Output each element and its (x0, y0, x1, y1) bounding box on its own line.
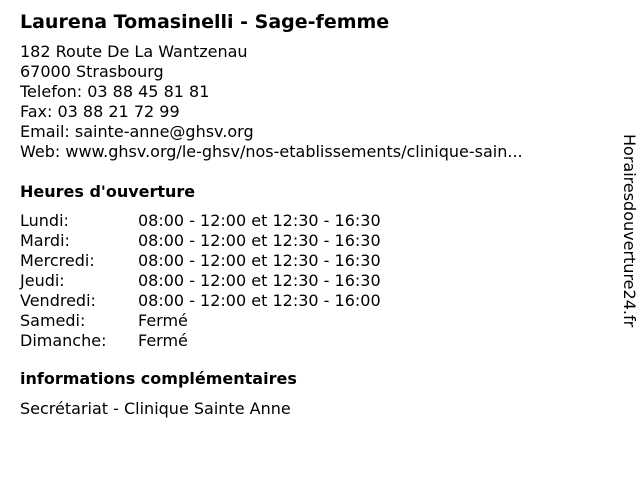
hours-row-tuesday (20, 231, 600, 251)
site-watermark: Horairesdouverture24.fr (620, 134, 639, 328)
hours-day: Dimanche: (20, 331, 107, 350)
hours-time: Fermé (138, 331, 188, 350)
hours-time: 08:00 - 12:00 et 12:30 - 16:30 (138, 251, 381, 270)
hours-time: 08:00 - 12:00 et 12:30 - 16:30 (138, 231, 381, 250)
website-link[interactable]: Web: www.ghsv.org/le-ghsv/nos-etablissements/clinique-sain... (20, 142, 523, 161)
hours-day: Jeudi: (20, 271, 65, 290)
opening-hours-heading: Heures d'ouverture (20, 182, 196, 201)
hours-row-saturday (20, 311, 600, 331)
email-address[interactable]: Email: sainte-anne@ghsv.org (20, 122, 254, 141)
hours-row-thursday (20, 271, 600, 291)
listing-title: Laurena Tomasinelli - Sage-femme (20, 11, 390, 33)
hours-row-wednesday (20, 251, 600, 271)
hours-time: 08:00 - 12:00 et 12:30 - 16:00 (138, 291, 381, 310)
hours-day: Vendredi: (20, 291, 96, 310)
hours-row-friday (20, 291, 600, 311)
address-street: 182 Route De La Wantzenau (20, 42, 248, 61)
fax-number: Fax: 03 88 21 72 99 (20, 102, 180, 121)
opening-hours-table (20, 211, 600, 351)
phone-number[interactable]: Telefon: 03 88 45 81 81 (20, 82, 210, 101)
hours-row-monday (20, 211, 600, 231)
additional-info-text: Secrétariat - Clinique Sainte Anne (20, 399, 291, 418)
hours-time: 08:00 - 12:00 et 12:30 - 16:30 (138, 211, 381, 230)
hours-day: Mercredi: (20, 251, 95, 270)
hours-day: Mardi: (20, 231, 70, 250)
listing-card (20, 8, 600, 419)
hours-row-sunday (20, 331, 600, 351)
hours-day: Samedi: (20, 311, 86, 330)
additional-info-heading: informations complémentaires (20, 369, 297, 388)
hours-time: Fermé (138, 311, 188, 330)
address-city: 67000 Strasbourg (20, 62, 164, 81)
hours-time: 08:00 - 12:00 et 12:30 - 16:30 (138, 271, 381, 290)
hours-day: Lundi: (20, 211, 69, 230)
